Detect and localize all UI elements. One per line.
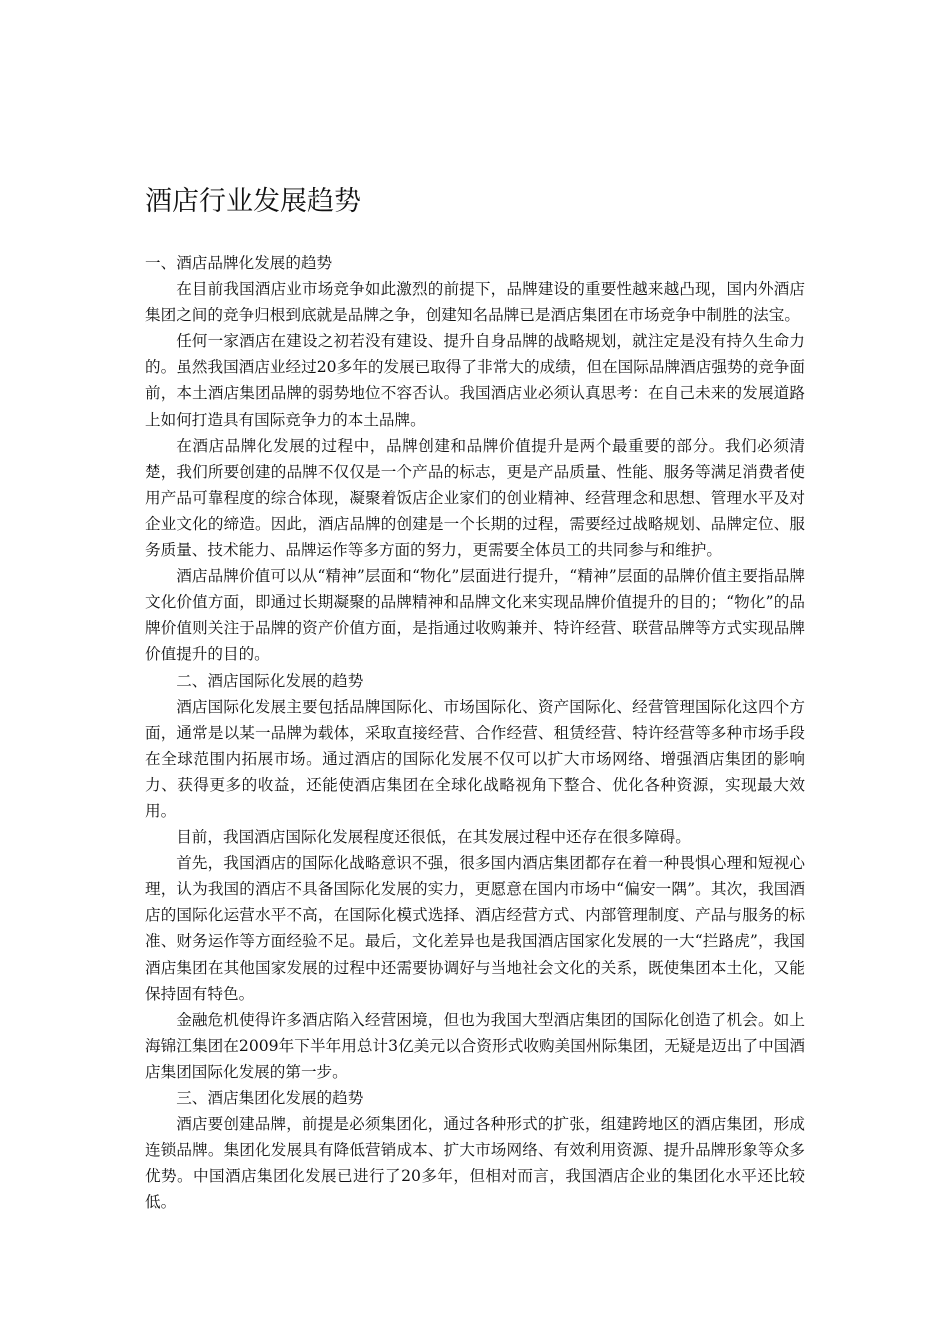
paragraph-internationalization-obstacles: 首先，我国酒店的国际化战略意识不强，很多国内酒店集团都存在着一种畏惧心理和短视心理，认为我国的酒店不具备国际化发展的实力，更愿意在国内市场中“偏安一隅”。其次，我国酒店的国际化运营水平不高，在国际化模式选择、酒店经营方式、内部管理制度、产品与服务的标准、财务运作等方面经验不足。最后，文化差异也是我国酒店国家化发展的一大“拦路虎”，我国酒店集团在其他国家发展的过程中还需要协调好与当地社会文化的关系，既使集团本土化，又能保持固有特色。 bbox=[145, 854, 805, 1003]
paragraph-internationalization-status: 目前，我国酒店国际化发展程度还很低，在其发展过程中还存在很多障碍。 bbox=[176, 828, 691, 847]
section-heading-branding: 一、酒店品牌化发展的趋势 bbox=[145, 254, 333, 272]
paragraph-branding-strategy: 任何一家酒店在建设之初若没有建设、提升自身品牌的战略规划，就注定是没有持久生命力的。虽然我国酒店业经过20多年的发展已取得了非常大的成绩，但在国际品牌酒店强势的竞争面前，本土酒店集团品牌的弱势地位不容否认。我国酒店业必须认真思考：在自己未来的发展道路上如何打造具有国际竞争力的本土品牌。 bbox=[145, 332, 805, 429]
paragraph-branding-intro: 在目前我国酒店业市场竞争如此激烈的前提下，品牌建设的重要性越来越凸现，国内外酒店集团之间的竞争归根到底就是品牌之争，创建知名品牌已是酒店集团在市场竞争中制胜的法宝。 bbox=[145, 280, 805, 325]
document-title: 酒店行业发展趋势 bbox=[145, 186, 361, 217]
paragraph-financial-crisis: 金融危机使得许多酒店陷入经营困境，但也为我国大型酒店集团的国际化创造了机会。如上海锦江集团在2009年下半年用总计3亿美元以合资形式收购美国州际集团，无疑是迈出了中国酒店集团国际化发展的第一步。 bbox=[145, 1010, 805, 1081]
document-body bbox=[145, 250, 805, 1215]
section-heading-internationalization: 二、酒店国际化发展的趋势 bbox=[176, 671, 364, 690]
paragraph-grouping-intro: 酒店要创建品牌，前提是必须集团化，通过各种形式的扩张，组建跨地区的酒店集团，形成连锁品牌。集团化发展具有降低营销成本、扩大市场网络、有效利用资源、提升品牌形象等众多优势。中国酒店集团化发展已进行了20多年，但相对而言，我国酒店企业的集团化水平还比较低。 bbox=[145, 1115, 805, 1212]
paragraph-internationalization-intro: 酒店国际化发展主要包括品牌国际化、市场国际化、资产国际化、经营管理国际化这四个方面，通常是以某一品牌为载体，采取直接经营、合作经营、租赁经营、特许经营等多种市场手段在全球范围内拓展市场。通过酒店的国际化发展不仅可以扩大市场网络、增强酒店集团的影响力、获得更多的收益，还能使酒店集团在全球化战略视角下整合、优化各种资源，实现最大效用。 bbox=[145, 697, 805, 820]
paragraph-branding-process: 在酒店品牌化发展的过程中，品牌创建和品牌价值提升是两个最重要的部分。我们必须清楚，我们所要创建的品牌不仅仅是一个产品的标志，更是产品质量、性能、服务等满足消费者使用产品可靠程度的综合体现，凝聚着饭店企业家们的创业精神、经营理念和思想、管理水平及对企业文化的缔造。因此，酒店品牌的创建是一个长期的过程，需要经过战略规划、品牌定位、服务质量、技术能力、品牌运作等多方面的努力，更需要全体员工的共同参与和维护。 bbox=[145, 436, 805, 560]
section-heading-grouping: 三、酒店集团化发展的趋势 bbox=[176, 1089, 364, 1107]
paragraph-brand-value: 酒店品牌价值可以从“精神”层面和“物化”层面进行提升，“精神”层面的品牌价值主要指品牌文化价值方面，即通过长期凝聚的品牌精神和品牌文化来实现品牌价值提升的目的；“物化”的品牌价值则关注于品牌的资产价值方面，是指通过收购兼并、特许经营、联营品牌等方式实现品牌价值提升的目的。 bbox=[145, 567, 805, 664]
